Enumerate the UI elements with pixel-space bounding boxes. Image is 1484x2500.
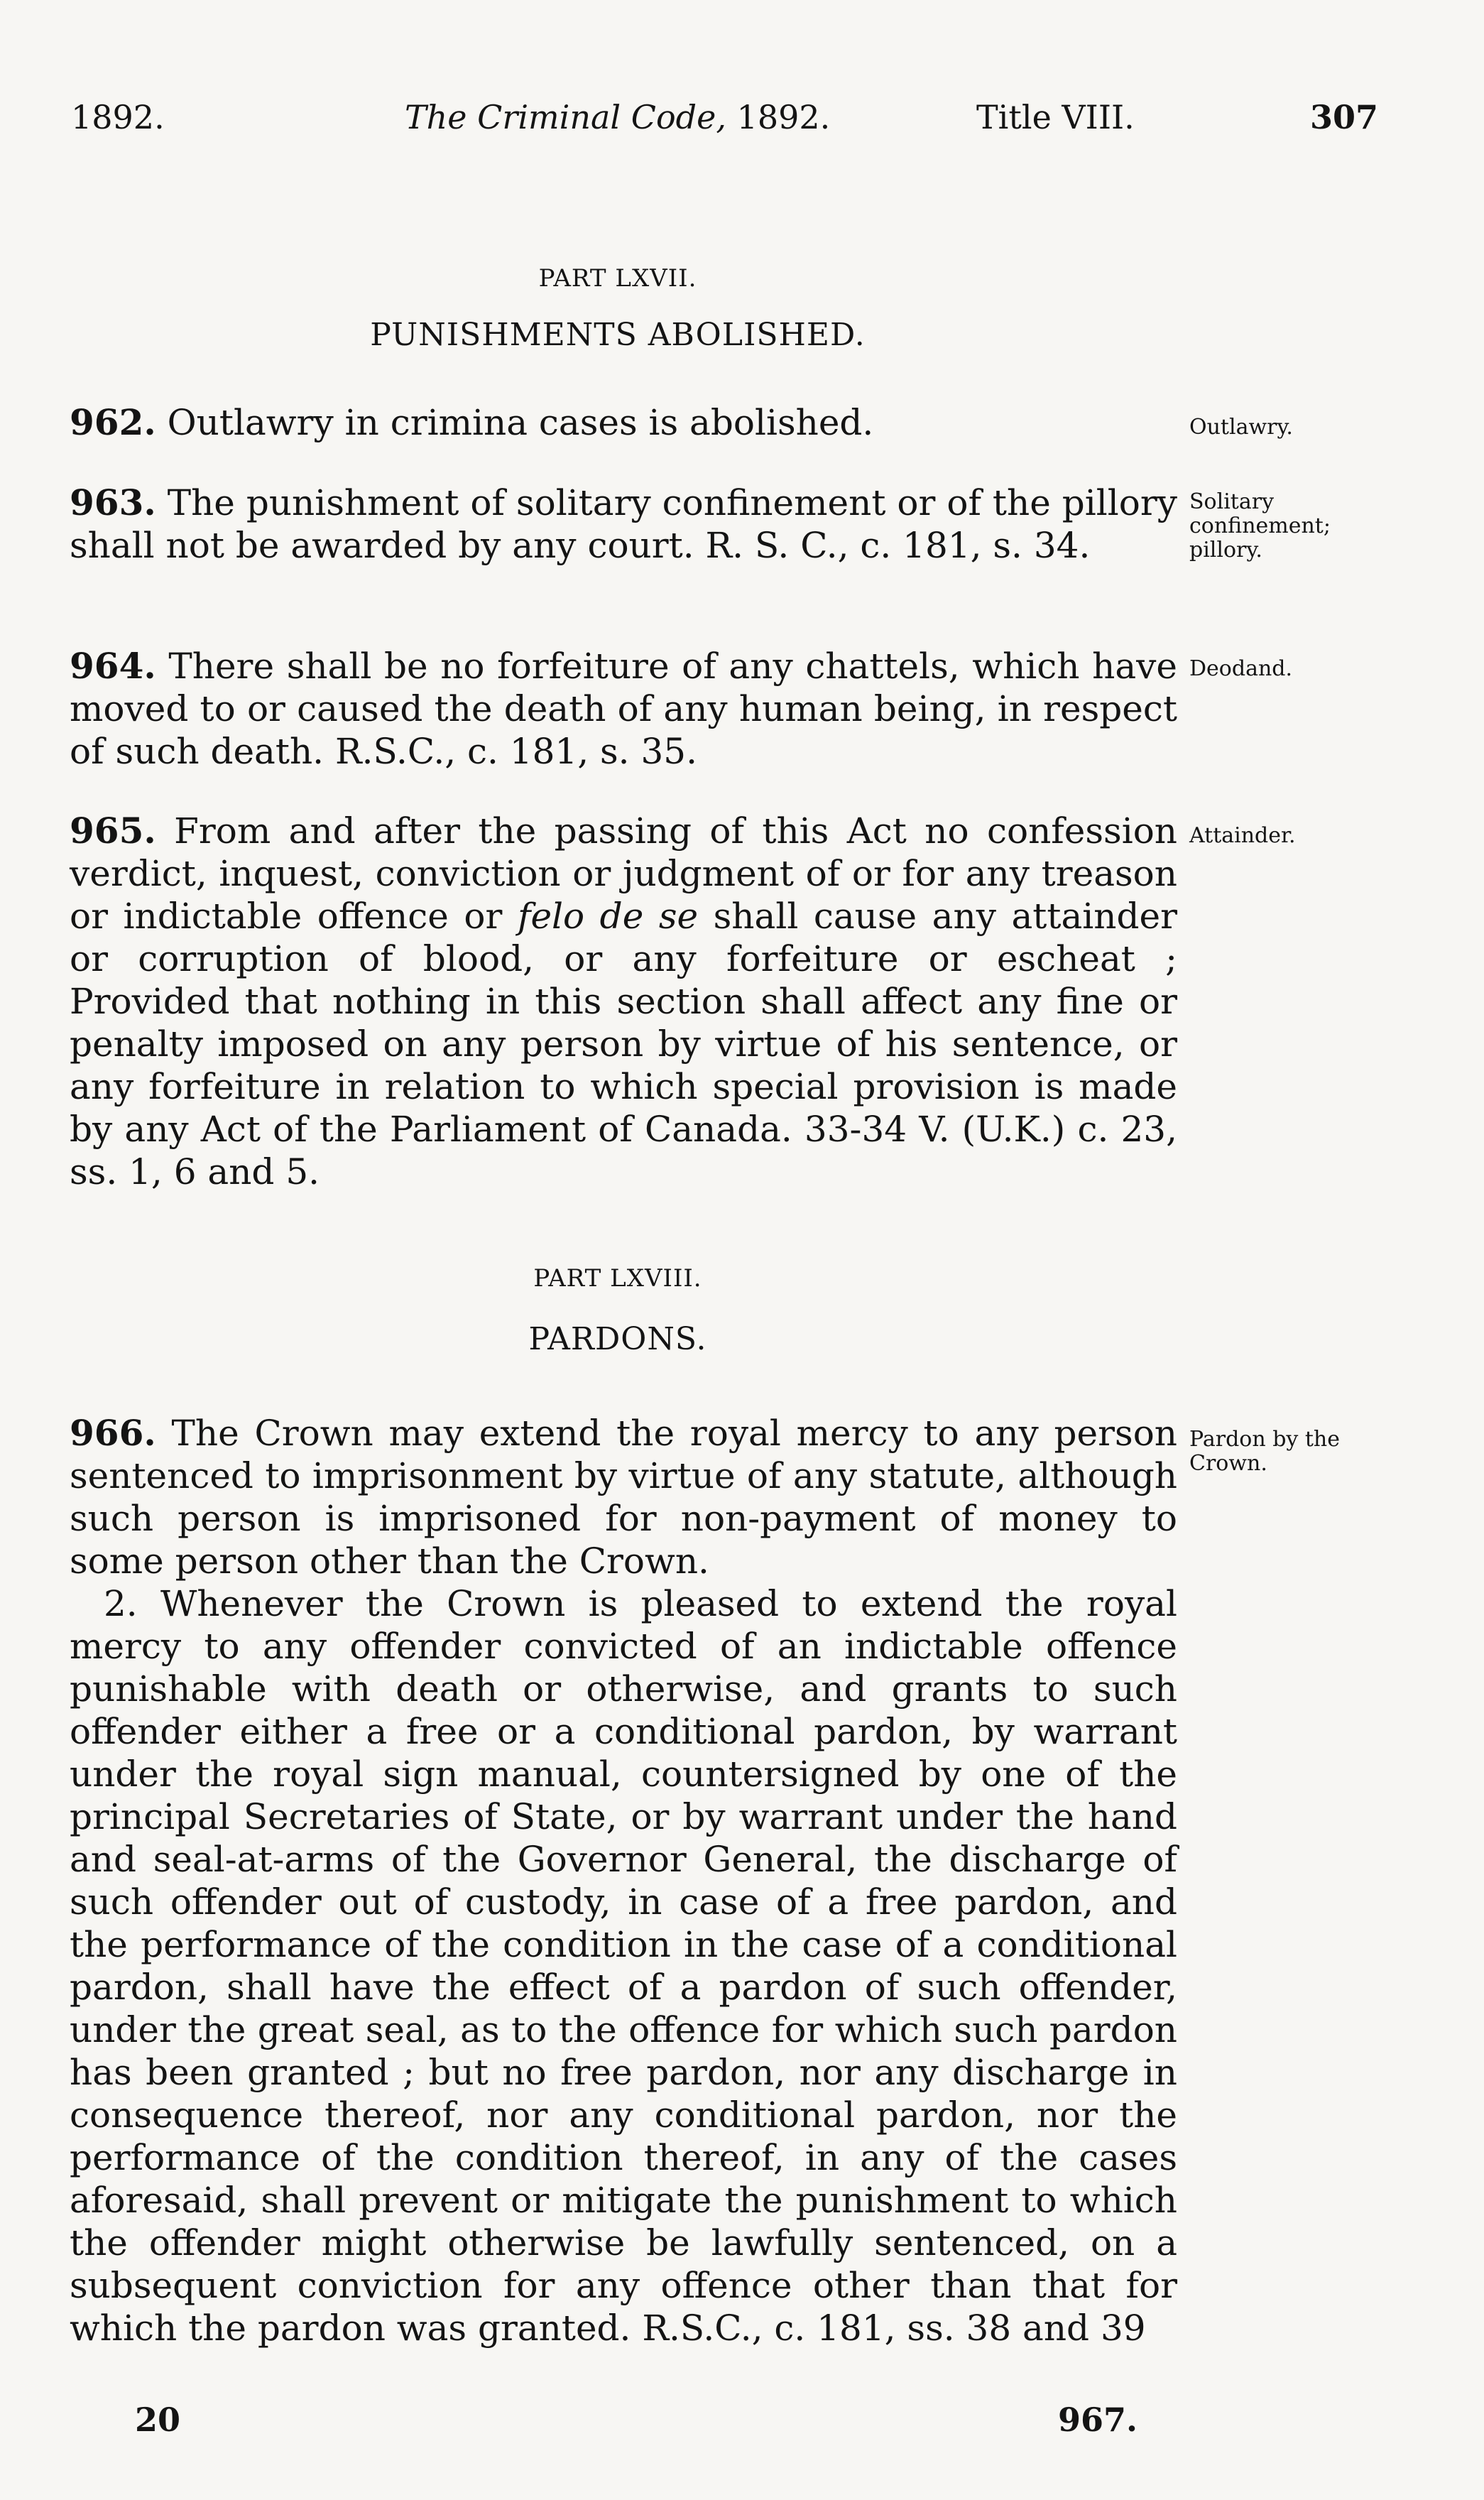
section-966 <box>70 1412 1177 2349</box>
signature-mark: 20 <box>135 2401 181 2439</box>
margin-note-pardon: Pardon by the Crown. <box>1189 1427 1341 1476</box>
margin-note-deodand: Deodand. <box>1189 656 1293 681</box>
section-962 <box>70 401 1177 444</box>
catchword: 967. <box>1058 2401 1138 2439</box>
section-965-text-after: shall cause any attainder or corruption of blood, or any forfeiture or escheat ; Provided that nothing in this section shall affect any fine or penalty imposed on any person by virtue of his sentence, or any forfeiture in relation to which special provision is made by any Act of the Parliament of Canada. 33-34 V. (U.K.) c. 23, ss. 1, 6 and 5. <box>70 896 1177 1192</box>
section-966-number: 966. <box>70 1412 156 1454</box>
section-962-number: 962. <box>70 401 156 443</box>
section-964 <box>70 645 1177 773</box>
section-963 <box>70 482 1177 567</box>
section-965-text-before: From and after the passing of this Act no confession verdict, inquest, conviction or judgment of or for any treason or indictable offence or <box>70 810 1177 937</box>
part-67-number: PART LXVII. <box>538 264 697 293</box>
section-964-number: 964. <box>70 645 156 687</box>
margin-note-solitary: Solitary confinement; pillory. <box>1189 489 1331 562</box>
part-67-title: PUNISHMENTS ABOLISHED. <box>370 317 866 353</box>
section-965-number: 965. <box>70 810 156 852</box>
section-965-text-italic: felo de se <box>517 896 699 937</box>
section-966-text: The Crown may extend the royal mercy to any person sentenced to imprisonment by virtue of any statute, although such person is imprisoned for non-payment of money to some person other than the Crown. <box>70 1413 1177 1582</box>
part-68-title: PARDONS. <box>528 1321 707 1357</box>
part-68-number: PART LXVIII. <box>533 1264 702 1293</box>
section-965 <box>70 810 1177 1193</box>
margin-note-attainder: Attainder. <box>1189 823 1296 848</box>
section-963-number: 963. <box>70 482 156 523</box>
header-title <box>405 98 830 136</box>
section-964-text: There shall be no forfeiture of any chattels, which have moved to or caused the death of any human being, in respect of such death. R.S.C., c. 181, s. 35. <box>70 646 1177 772</box>
header-year: 1892. <box>71 98 165 136</box>
section-962-text: Outlawry in crimina cases is abolished. <box>156 402 874 443</box>
header-title-year: 1892. <box>726 98 831 136</box>
running-header <box>71 98 1377 155</box>
header-section: Title VIII. <box>976 98 1135 136</box>
margin-note-outlawry: Outlawry. <box>1189 415 1293 440</box>
section-966-paragraph-2: 2. Whenever the Crown is pleased to extend the royal mercy to any offender convicted of an indictable offence punishable with death or otherwise, and grants to such offender either a free or a conditional pardon, by warrant under the royal sign manual, countersigned by one of the principal Secretaries of State, or by warrant under the hand and seal-at-arms of the Governor General, the discharge of such offender out of custody, in case of a free pardon, and the performance of the condition in the case of a conditional pardon, shall have the effect of a pardon of such offender, under the great seal, as to the offence for which such pardon has been granted ; but no free pardon, nor any discharge in consequence thereof, nor any conditional pardon, nor the performance of the condition thereof, in any of the cases aforesaid, shall prevent or mitigate the punishment to which the offender might otherwise be lawfully sentenced, on a subsequent conviction for any offence other than that for which the pardon was granted. R.S.C., c. 181, ss. 38 and 39 <box>70 1583 1177 2349</box>
section-963-text: The punishment of solitary confinement or of the pillory shall not be awarded by any court. R. S. C., c. 181, s. 34. <box>70 482 1177 566</box>
header-title-italic: The Criminal Code, <box>405 98 726 136</box>
page-number: 307 <box>1310 98 1379 136</box>
